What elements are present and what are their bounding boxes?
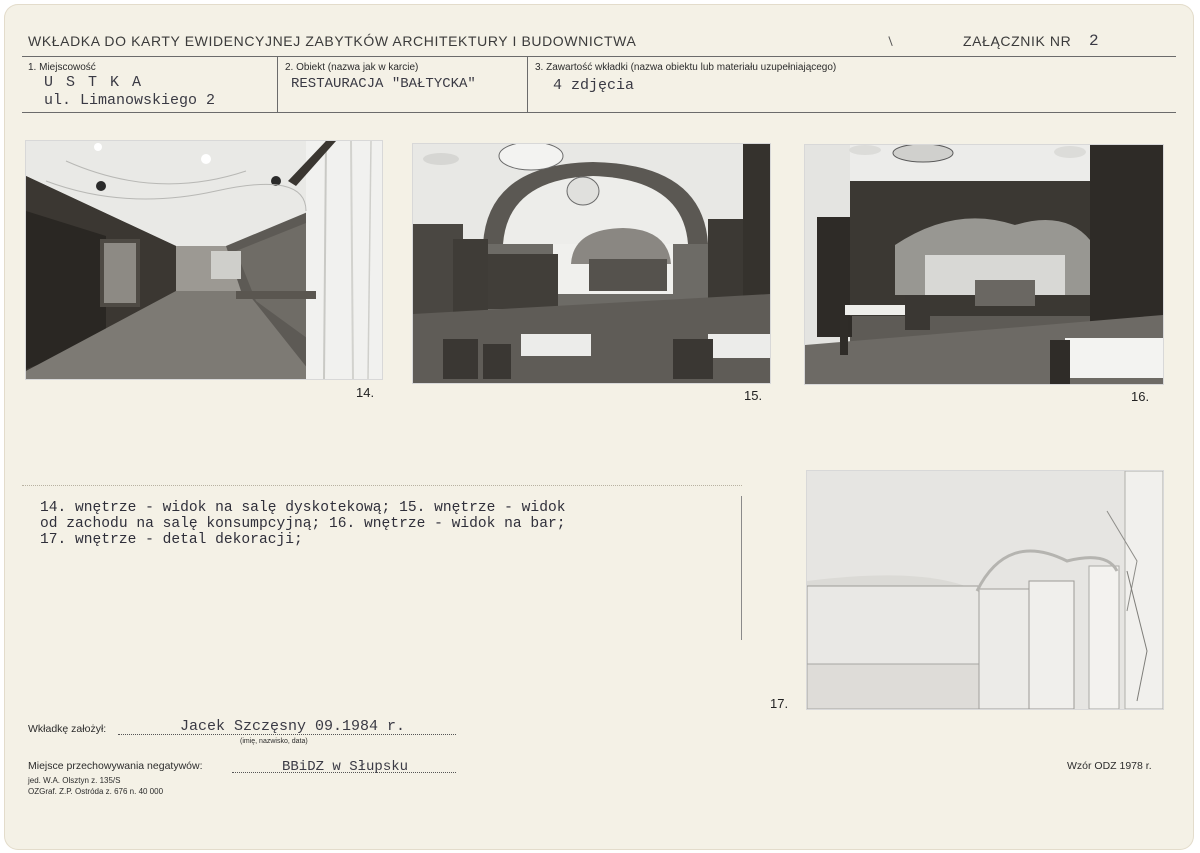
object-name: RESTAURACJA "BAŁTYCKA" [291, 76, 476, 92]
location-label: 1. Miejscowość [28, 62, 96, 73]
form-title: WKŁADKA DO KARTY EWIDENCYJNEJ ZABYTKÓW ARCHITEKTURY I BUDOWNICTWA [28, 33, 637, 49]
storage-label: Miejsce przechowywania negatywów: [28, 760, 203, 772]
inserted-by-hint: (imię, nazwisko, data) [240, 738, 308, 745]
header-rule-bottom [22, 112, 1176, 113]
annex-label: ZAŁĄCZNIK NR [963, 33, 1072, 49]
contents-value: 4 zdjęcia [553, 77, 635, 94]
photo-17-decoration-detail [806, 470, 1164, 710]
print-info-1: jed. W.A. Olsztyn z. 135/S [28, 776, 121, 785]
field-separator-2 [527, 57, 528, 112]
caption-line-3: 17. wnętrze - detal dekoracji; [40, 532, 303, 548]
contents-label: 3. Zawartość wkładki (nazwa obiektu lub materiału uzupełniającego) [535, 62, 837, 73]
photo-16-bar [804, 144, 1164, 385]
photo-15-number: 15. [744, 388, 763, 403]
annex-number: 2 [1089, 32, 1099, 50]
photo-16-number: 16. [1131, 389, 1150, 404]
object-label: 2. Obiekt (nazwa jak w karcie) [285, 62, 419, 73]
form-id: Wzór ODZ 1978 r. [1067, 760, 1152, 772]
location-street: ul. Limanowskiego 2 [44, 92, 216, 109]
photo-15-dining-room [412, 143, 771, 384]
inserted-by-value: Jacek Szczęsny 09.1984 r. [180, 718, 406, 735]
photo-14-disco-hall [25, 140, 383, 380]
inserted-by-label: Wkładkę założył: [28, 723, 107, 735]
caption-top-rule [22, 485, 742, 486]
caption-right-rule [741, 496, 742, 640]
print-info-2: OZGraf. Z.P. Ostróda z. 676 n. 40 000 [28, 787, 164, 796]
storage-value: BBiDZ w Słupsku [282, 759, 409, 775]
photo-14-number: 14. [356, 385, 375, 400]
photo-17-number: 17. [770, 696, 789, 711]
caption-line-1: 14. wnętrze - widok na salę dyskotekową; 15. wnętrze - widok [40, 500, 566, 516]
location-town: U S T K A [44, 74, 144, 91]
caption-line-2: od zachodu na salę konsumpcyjną; 16. wnętrze - widok na bar; [40, 516, 566, 532]
header-rule-top [22, 56, 1176, 57]
field-separator-1 [277, 57, 278, 112]
photo-captions [40, 500, 680, 548]
